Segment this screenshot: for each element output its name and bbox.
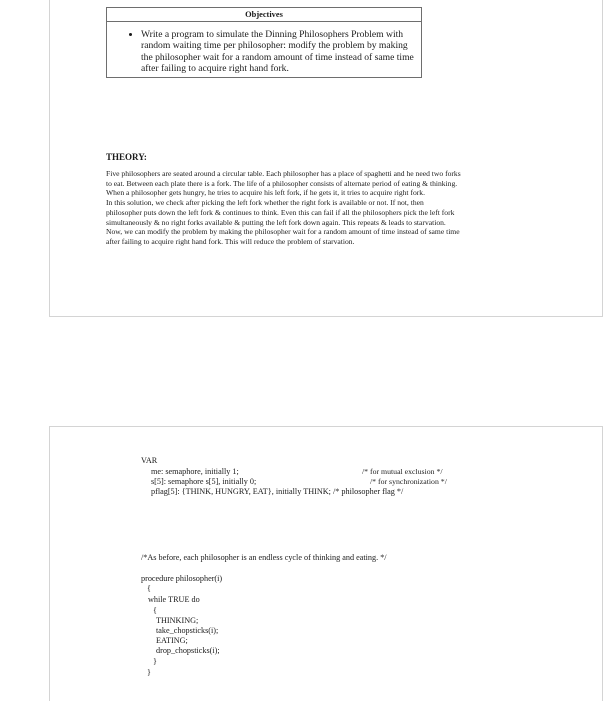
code-close-brace-1: } xyxy=(147,668,151,677)
objectives-list xyxy=(113,29,415,75)
theory-paragraph-3: Now, we can modify the problem by making the philosopher wait for a random amount of time instead of same time after failing to acquire right hand fork. This will reduce the problem of starvation. xyxy=(106,227,460,246)
document-page-1 xyxy=(49,0,603,317)
code-decl-pflag: pflag[5]: {THINK, HUNGRY, EAT}, initially THINK; /* philosopher flag */ xyxy=(151,487,404,496)
code-while-line: while TRUE do xyxy=(148,595,200,604)
code-open-brace-1: { xyxy=(147,584,151,593)
objective-item: • Write a program to simulate the Dinning Philosophers Problem with random waiting time per philosopher: modify the problem by making the philosopher wait for a random amount of time instead of same time after failing to acquire right hand fork. xyxy=(141,29,415,75)
code-thinking: THINKING; xyxy=(156,616,199,625)
theory-heading: THEORY: xyxy=(106,152,147,162)
code-drop-chopsticks: drop_chopsticks(i); xyxy=(156,646,220,655)
code-close-brace-2: } xyxy=(153,657,157,666)
objectives-table xyxy=(106,7,422,78)
code-var-keyword: VAR xyxy=(141,456,158,465)
code-decl-me: me: semaphore, initially 1; xyxy=(151,467,239,476)
objectives-body xyxy=(107,22,422,78)
theory-paragraph-1: Five philosophers are seated around a circular table. Each philosopher has a place of spaghetti and he need two forks to eat. Between each plate there is a fork. The life of a philosopher consists of alternate period of eating & thinking. When a philosopher gets hungry, he tries to acquire his left fork, if he gets it, it tries to acquire right fork. xyxy=(106,169,461,198)
code-take-chopsticks: take_chopsticks(i); xyxy=(156,626,219,635)
objectives-header: Objectives xyxy=(107,8,422,22)
page-gap xyxy=(0,317,603,425)
theory-paragraph-2: In this solution, we check after picking the left fork whether the right fork is available or not. If not, then philosopher puts down the left fork & continues to think. Even this can fail if all the philosophers pick the left fork simultaneously & no right forks available & putting the left fork down again. This repeats & leads to starvation. xyxy=(106,198,455,227)
code-open-brace-2: { xyxy=(153,606,157,615)
code-comment-intro: /*As before, each philosopher is an endless cycle of thinking and eating. */ xyxy=(141,553,387,562)
code-decl-s: s[5]: semaphore s[5], initially 0; xyxy=(151,477,257,486)
code-comment-sync: /* for synchronization */ xyxy=(370,477,447,486)
code-procedure-header: procedure philosopher(i) xyxy=(141,574,223,583)
code-eating: EATING; xyxy=(156,636,188,645)
document-page-2 xyxy=(49,426,603,701)
theory-text xyxy=(106,169,461,247)
code-comment-mutex: /* for mutual exclusion */ xyxy=(362,467,443,476)
